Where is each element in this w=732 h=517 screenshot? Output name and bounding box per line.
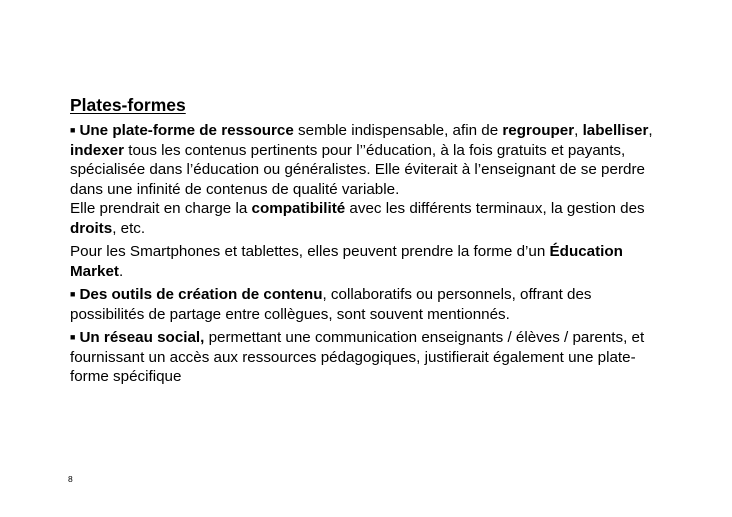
bold-text: compatibilité [251,200,346,217]
bullet-square-icon: ■ [70,332,76,342]
page-number: 8 [68,474,73,484]
body-text: . [118,262,124,280]
bullet-square-icon: ■ [70,125,76,135]
body-text: permettant une communication enseignants / élèves / parents, et fournissant un accès aux ressources pédagogiques, justifierait également une plate-forme spécifique [70,329,645,385]
bold-text: regrouper [502,122,575,139]
body-text: avec les différents terminaux, la gestion des [345,200,645,217]
bold-text: labelliser [582,122,649,139]
body-text: tous les contenus pertinents pour l’’éducation, à la fois gratuits et payants, spécialisée dans l’éducation ou généralistes. Elle éviterait à l’enseignant de se perdre dans une infinité de contenus de qualité variable. [70,141,645,198]
bold-text: Un réseau social, [79,329,205,346]
body-text: , etc. [112,219,146,237]
paragraph-smartphones [70,242,670,281]
bold-text: Des outils de création de contenu [79,286,323,303]
bold-text: Une plate-forme de ressource [79,122,294,139]
body-text: semble indispensable, afin de [293,122,503,139]
bold-text: Éducation Market [70,243,623,280]
body-text: , [648,122,653,139]
paragraph-content-tools [70,285,670,324]
bold-text: droits [70,219,113,237]
bullet-square-icon: ■ [70,289,76,299]
body-text: Pour les Smartphones et tablettes, elles peuvent prendre la forme d’un [70,243,550,260]
body-text: Elle prendrait en charge la [70,200,252,217]
paragraph-platform-resource [70,121,670,199]
body-text: , collaboratifs ou personnels, offrant des possibilités de partage entre collègues, sont souvent mentionnés. [70,286,592,323]
paragraph-social-network [70,328,670,387]
paragraph-compatibility [70,199,670,238]
body-text: , [574,122,583,139]
slide-title: Plates-formes [70,95,186,115]
bold-text: indexer [70,141,125,159]
slide-body [70,121,670,387]
